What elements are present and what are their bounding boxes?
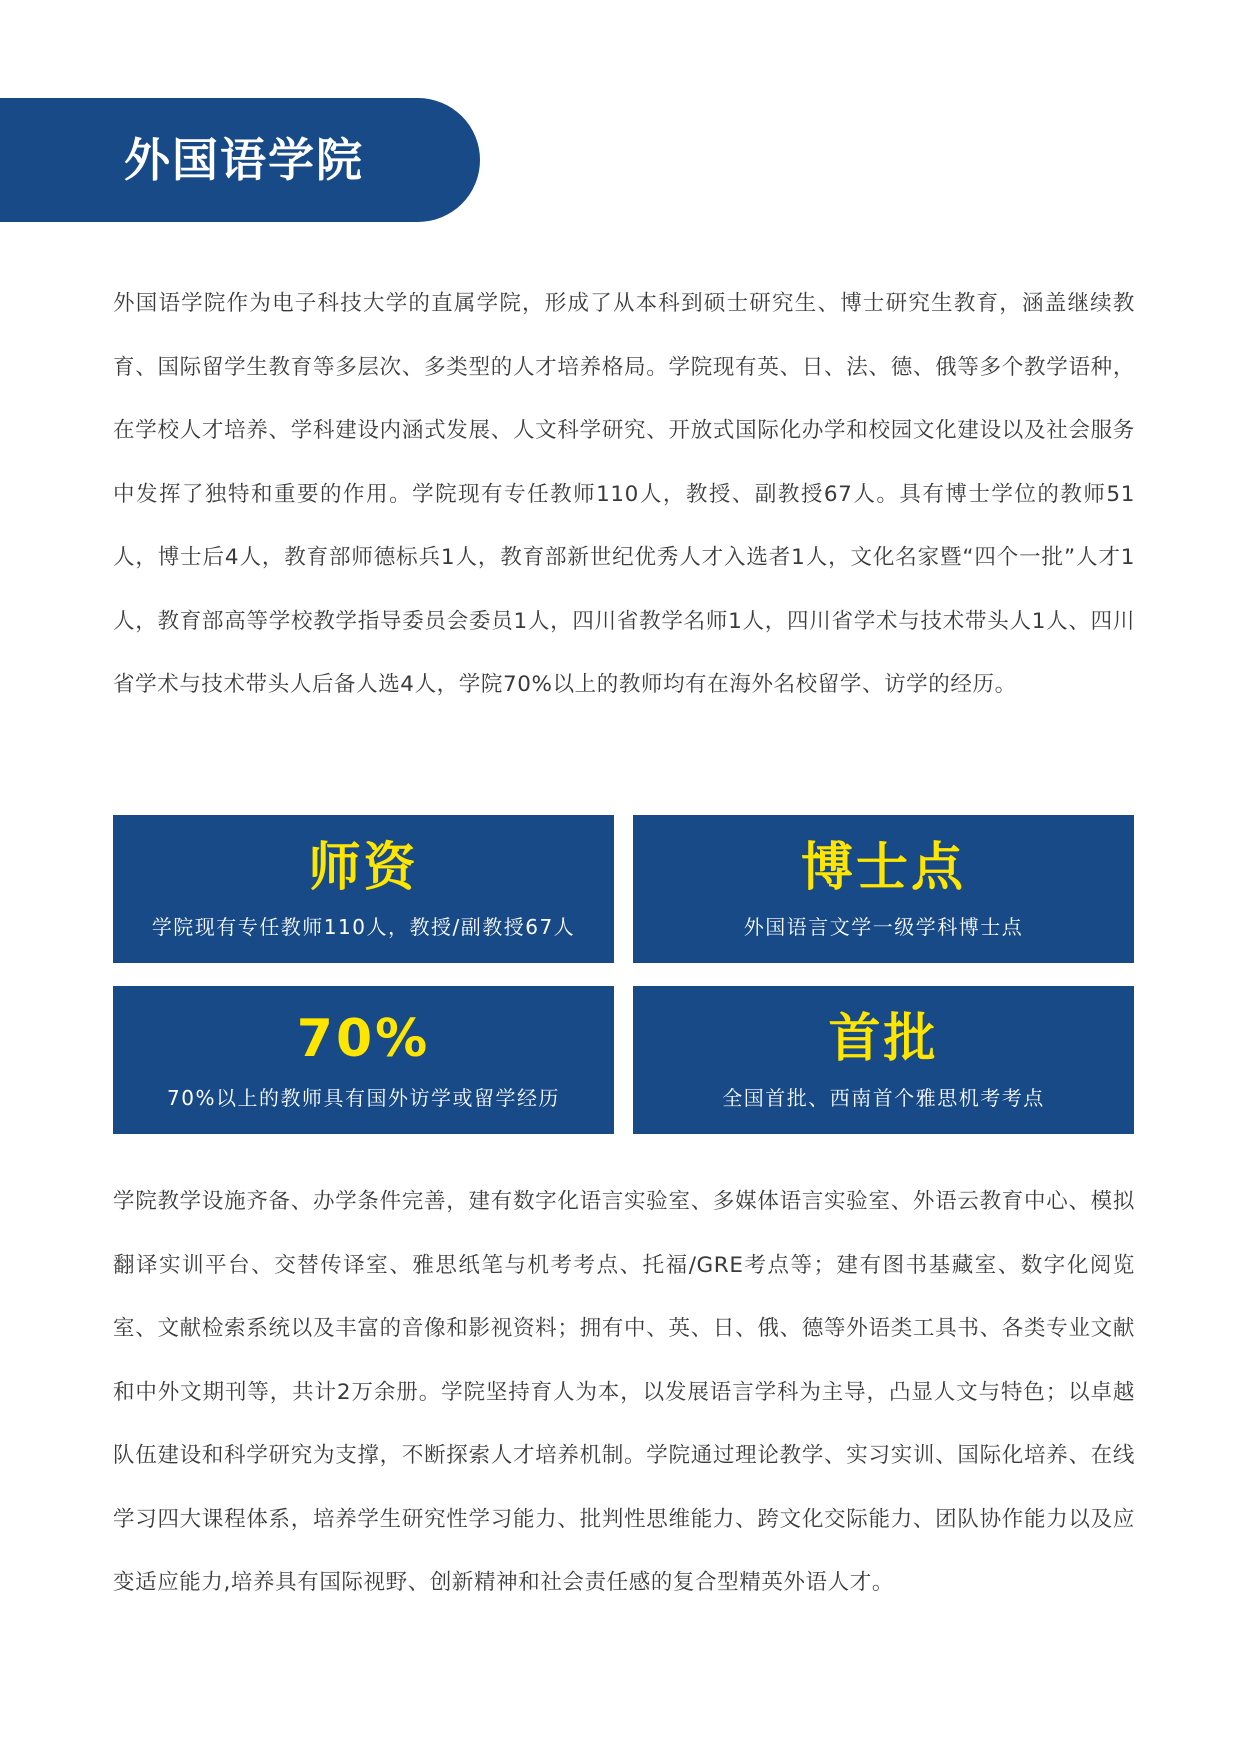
highlight-card-overseas: [113, 986, 614, 1134]
highlight-card-ielts: [633, 986, 1134, 1134]
highlight-title: 师资: [308, 838, 419, 898]
highlight-title: 70%: [296, 1009, 431, 1069]
facilities-paragraph: 学院教学设施齐备、办学条件完善，建有数字化语言实验室、多媒体语言实验室、外语云教育中心、模拟翻译实训平台、交替传译室、雅思纸笔与机考考点、托福/GRE考点等；建有图书基藏室、数字化阅览室、文献检索系统以及丰富的音像和影视资料；拥有中、英、日、俄、德等外语类工具书、各类专业文献和中外文期刊等，共计2万余册。学院坚持育人为本，以发展语言学科为主导，凸显人文与特色；以卓越队伍建设和科学研究为支撑，不断探索人才培养机制。学院通过理论教学、实习实训、国际化培养、在线学习四大课程体系，培养学生研究性学习能力、批判性思维能力、跨文化交际能力、团队协作能力以及应变适应能力,培养具有国际视野、创新精神和社会责任感的复合型精英外语人才。: [113, 1189, 1135, 1595]
title-banner: [0, 98, 480, 222]
highlight-desc: 外国语言文学一级学科博士点: [743, 915, 1024, 939]
highlight-title: 首批: [828, 1009, 939, 1069]
highlight-title: 博士点: [800, 838, 966, 898]
highlight-card-faculty: [113, 815, 614, 963]
highlight-card-phd: [633, 815, 1134, 963]
highlight-desc: 学院现有专任教师110人，教授/副教授67人: [151, 915, 576, 939]
highlight-desc: 全国首批、西南首个雅思机考考点: [722, 1086, 1045, 1110]
intro-paragraph: 外国语学院作为电子科技大学的直属学院，形成了从本科到硕士研究生、博士研究生教育，涵盖继续教育、国际留学生教育等多层次、多类型的人才培养格局。学院现有英、日、法、德、俄等多个教学语种，在学校人才培养、学科建设内涵式发展、人文科学研究、开放式国际化办学和校园文化建设以及社会服务中发挥了独特和重要的作用。学院现有专任教师110人，教授、副教授67人。具有博士学位的教师51人，博士后4人，教育部师德标兵1人，教育部新世纪优秀人才入选者1人，文化名家暨“四个一批”人才1人，教育部高等学校教学指导委员会委员1人，四川省教学名师1人，四川省学术与技术带头人1人、四川省学术与技术带头人后备人选4人，学院70%以上的教师均有在海外名校留学、访学的经历。: [113, 291, 1135, 697]
highlight-desc: 70%以上的教师具有国外访学或留学经历: [167, 1086, 560, 1110]
page-title: 外国语学院: [124, 133, 364, 187]
